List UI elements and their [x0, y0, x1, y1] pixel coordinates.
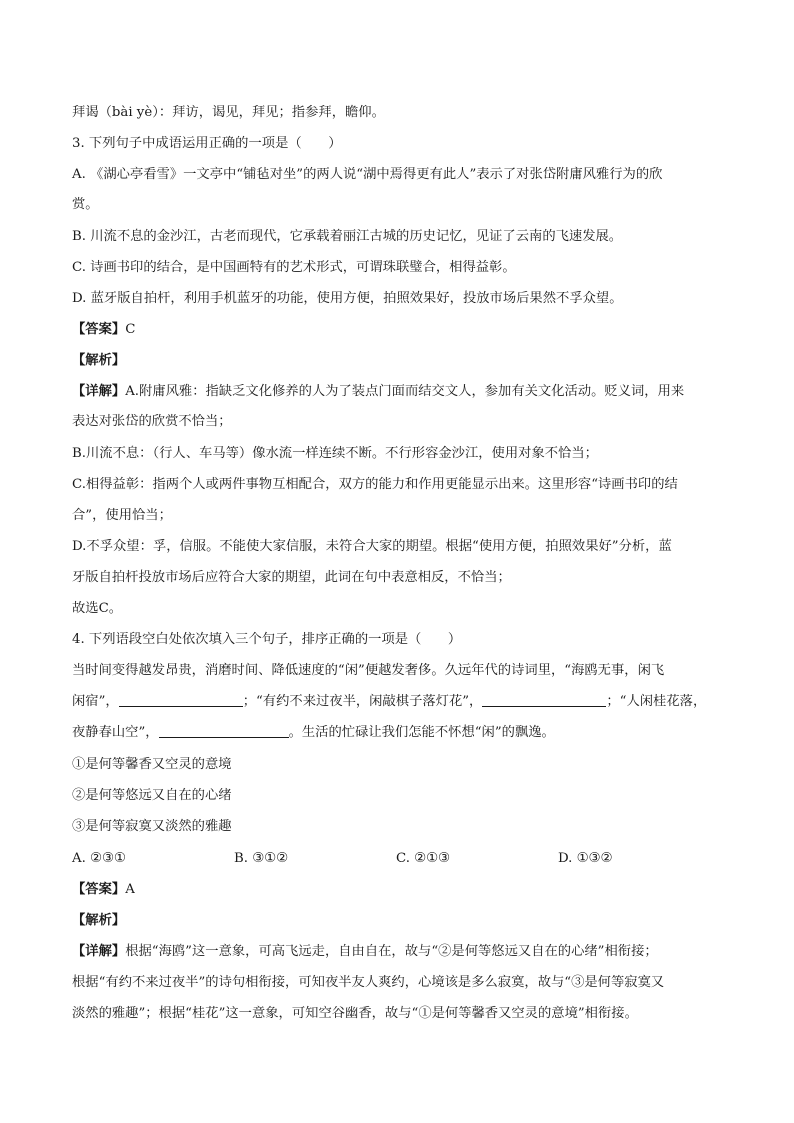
q4-option-b: B. ③①② [234, 851, 288, 866]
q4-detail-line1: 【详解】根据“海鸥”这一意象，可高飞远走，自由自在，故与“②是何等悠远又自在的心绪”相衔接； [72, 944, 658, 959]
q4-passage-line3: 夜静春山空”， 。生活的忙碌让我们怎能不怀想“闲”的飘逸。 [72, 725, 555, 740]
q3-conclusion: 故选C。 [72, 601, 123, 616]
q3-option-c: C. 诗画书印的结合，是中国画特有的艺术形式，可谓珠联璧合，相得益彰。 [72, 260, 516, 275]
detail-label: 【详解】 [72, 944, 126, 959]
q4-answer [72, 880, 135, 900]
q3-detail-line4: C.相得益彰：指两个人或两件事物互相配合，双方的能力和作用更能显示出来。这里形容“诗画书印的结 [72, 477, 678, 492]
answer-label: 【答案】 [72, 882, 126, 897]
q3-option-b: B. 川流不息的金沙江，古老而现代，它承载着丽江古城的历史记忆，见证了云南的飞速发展。 [72, 229, 623, 244]
q4-options [72, 849, 612, 869]
question-3-stem: 3. 下列句子中成语运用正确的一项是（ ） [72, 136, 342, 151]
q3-detail-line6: D.不孚众望：孚，信服。不能使大家信服，未符合大家的期望。根据“使用方便，拍照效果好”分析，蓝 [72, 539, 672, 554]
q4-sentence-3: ③是何等寂寞又淡然的雅趣 [72, 819, 232, 834]
q4-option-c: C. ②①③ [396, 851, 450, 866]
q3-option-a-line2: 赏。 [72, 197, 99, 212]
q3-option-a-line1: A. 《湖心亭看雪》一文亭中“铺毡对坐”的两人说“湖中焉得更有此人”表示了对张岱附庸风雅行为的欣 [72, 167, 663, 182]
q4-option-d: D. ①③② [558, 851, 613, 866]
q4-passage-line2: 闲宿”， ；“有约不来过夜半，闲敲棋子落灯花”， ；“人闲桂花落， [72, 694, 707, 709]
question-4-stem: 4. 下列语段空白处依次填入三个句子，排序正确的一项是（ ） [72, 632, 462, 647]
q3-answer [72, 320, 135, 340]
q3-analysis-label: 【解析】 [72, 353, 126, 368]
q4-detail-line3: 淡然的雅趣”；根据“桂花”这一意象，可知空谷幽香，故与“①是何等馨香又空灵的意境”相衔接。 [72, 1006, 638, 1021]
q3-detail-line2: 表达对张岱的欣赏不恰当； [72, 414, 232, 429]
fill-blank-3 [159, 723, 289, 738]
q3-detail-line7: 牙版自拍杆投放市场后应符合大家的期望，此词在句中表意相反，不恰当； [72, 570, 511, 585]
q4-analysis-label: 【解析】 [72, 913, 126, 928]
q3-option-d: D. 蓝牙版自拍杆，利用手机蓝牙的功能，使用方便，拍照效果好，投放市场后果然不孚众望。 [72, 291, 623, 306]
q3-detail-line3: B.川流不息：（行人、车马等）像水流一样连续不断。不行形容金沙江，使用对象不恰当； [72, 446, 598, 461]
answer-value: C [125, 322, 136, 337]
q4-passage-line1: 当时间变得越发昂贵，消磨时间、降低速度的“闲”便越发奢侈。久远年代的诗词里，“海鸥无事，闲飞 [72, 663, 665, 678]
fill-blank-2 [482, 692, 606, 707]
answer-label: 【答案】 [72, 322, 126, 337]
q4-sentence-1: ①是何等馨香又空灵的意境 [72, 757, 232, 772]
q3-detail-line5: 合”，使用恰当； [72, 508, 172, 523]
answer-value: A [125, 882, 135, 897]
fill-blank-1 [119, 692, 243, 707]
detail-label: 【详解】 [72, 384, 126, 399]
q4-sentence-2: ②是何等悠远又自在的心绪 [72, 788, 232, 803]
q3-detail-line1: 【详解】A.附庸风雅：指缺乏文化修养的人为了装点门面而结交文人，参加有关文化活动。贬义词，用来 [72, 384, 685, 399]
q4-option-a: A. ②③① [72, 851, 126, 866]
vocab-note-baiye: 拜谒（bài yè）：拜访，谒见，拜见；指参拜，瞻仰。 [72, 105, 385, 120]
q4-detail-line2: 根据“有约不来过夜半”的诗句相衔接，可知夜半友人爽约，心境该是多么寂寞，故与“③是何等寂寞又 [72, 975, 665, 990]
